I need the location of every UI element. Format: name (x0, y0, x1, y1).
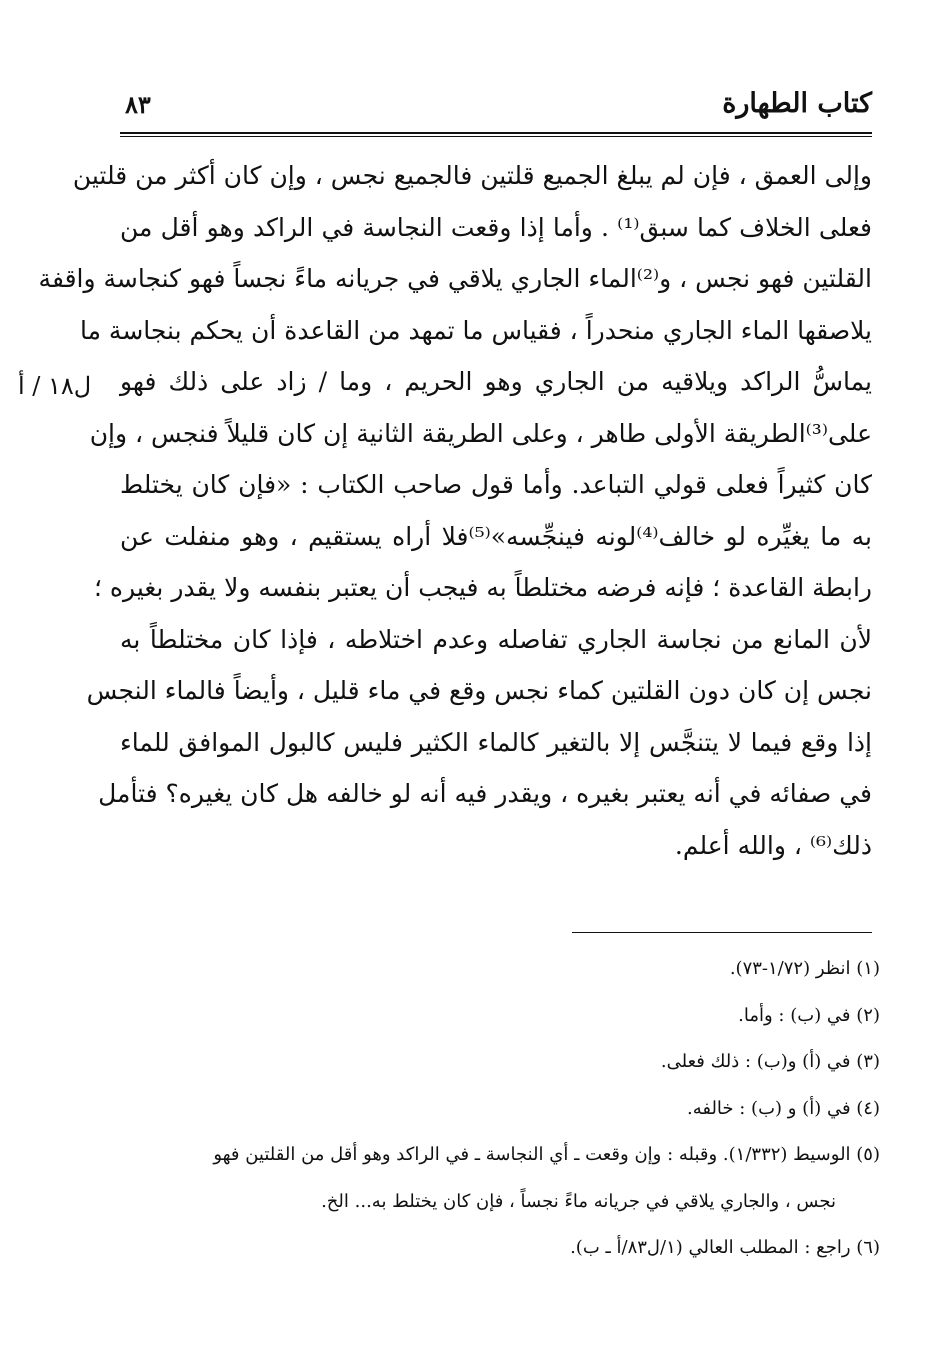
text-line: وإلى العمق ، فإن لم يبلغ الجميع قلتين فالجميع نجس ، وإن كان أكثر من قلتين (72, 161, 872, 190)
text-line: لأن المانع من نجاسة الجاري تفاصله وعدم اختلاطه ، فإذا كان مختلطاً به (120, 624, 872, 654)
manuscript-folio-marker: ل١٨ / أ (18, 372, 92, 400)
header-rule (120, 132, 872, 134)
text-line: يماسُّ الراكد ويلاقيه من الجاري وهو الحريم ، وما / زاد على ذلك فهو (120, 367, 872, 396)
text-line: يلاصقها الماء الجاري منحدراً ، فقياس ما تمهد من القاعدة أن يحكم بنجاسة ما (79, 315, 872, 345)
footnote: (١) انظر (١/٧٢-٧٣). (729, 958, 880, 979)
text-line: ذلك⁽⁶⁾ ، والله أعلم. (674, 830, 872, 860)
text-line: إذا وقع فيما لا يتنجَّس إلا بالتغير كالماء الكثير فليس كالبول الموافق للماء (120, 727, 872, 757)
text-line: القلتين فهو نجس ، و⁽²⁾الماء الجاري يلاقي في جريانه ماءً نجساً فهو كنجاسة واقفة (38, 264, 872, 293)
text-line: على⁽³⁾الطريقة الأولى طاهر ، وعلى الطريقة الثانية إن كان قليلاً فنجس ، وإن (89, 418, 872, 448)
page-header (120, 88, 872, 128)
footnotes (120, 946, 880, 1272)
text-line: كان كثيراً فعلى قولي التباعد. وأما قول صاحب الكتاب : «فإن كان يختلط (120, 470, 872, 499)
text-line: فعلى الخلاف كما سبق⁽¹⁾ . وأما إذا وقعت النجاسة في الراكد وهو أقل من (120, 212, 872, 242)
footnote: (٦) راجع : المطلب العالي (١/ل٨٣/أ ـ ب). (570, 1237, 880, 1258)
footnote: (٣) في (أ) و(ب) : ذلك فعلى. (660, 1051, 880, 1072)
text-line: نجس إن كان دون القلتين كماء نجس وقع في ماء قليل ، وأيضاً فالماء النجس (86, 676, 872, 705)
text-line: رابطة القاعدة ؛ فإنه فرضه مختلطاً به فيجب أن يعتبر بنفسه ولا يقدر بغيره ؛ (94, 573, 872, 602)
footnote: (٢) في (ب) : وأما. (738, 1004, 880, 1026)
text-line: في صفائه في أنه يعتبر بغيره ، ويقدر فيه أنه لو خالفه هل كان يغيره؟ فتأمل (98, 779, 872, 808)
running-title: كتاب الطهارة (722, 88, 872, 119)
page-number: ٨٣ (125, 90, 151, 119)
footnote-continuation: نجس ، والجاري يلاقي في جريانه ماءً نجساً ، فإن كان يختلط به... الخ. (321, 1190, 836, 1212)
footnote-separator (572, 932, 872, 933)
footnote: (٤) في (أ) و (ب) : خالفه. (686, 1097, 880, 1119)
text-line: به ما يغيِّره لو خالف⁽⁴⁾لونه فينجِّسه»⁽⁵⁾فلا أراه يستقيم ، وهو منفلت عن (120, 521, 872, 551)
header-rule-thin (120, 136, 872, 137)
footnote: (٥) الوسيط (١/٣٣٢). وقبله : وإن وقعت ـ أي النجاسة ـ في الراكد وهو أقل من القلتين فهو (213, 1144, 880, 1165)
